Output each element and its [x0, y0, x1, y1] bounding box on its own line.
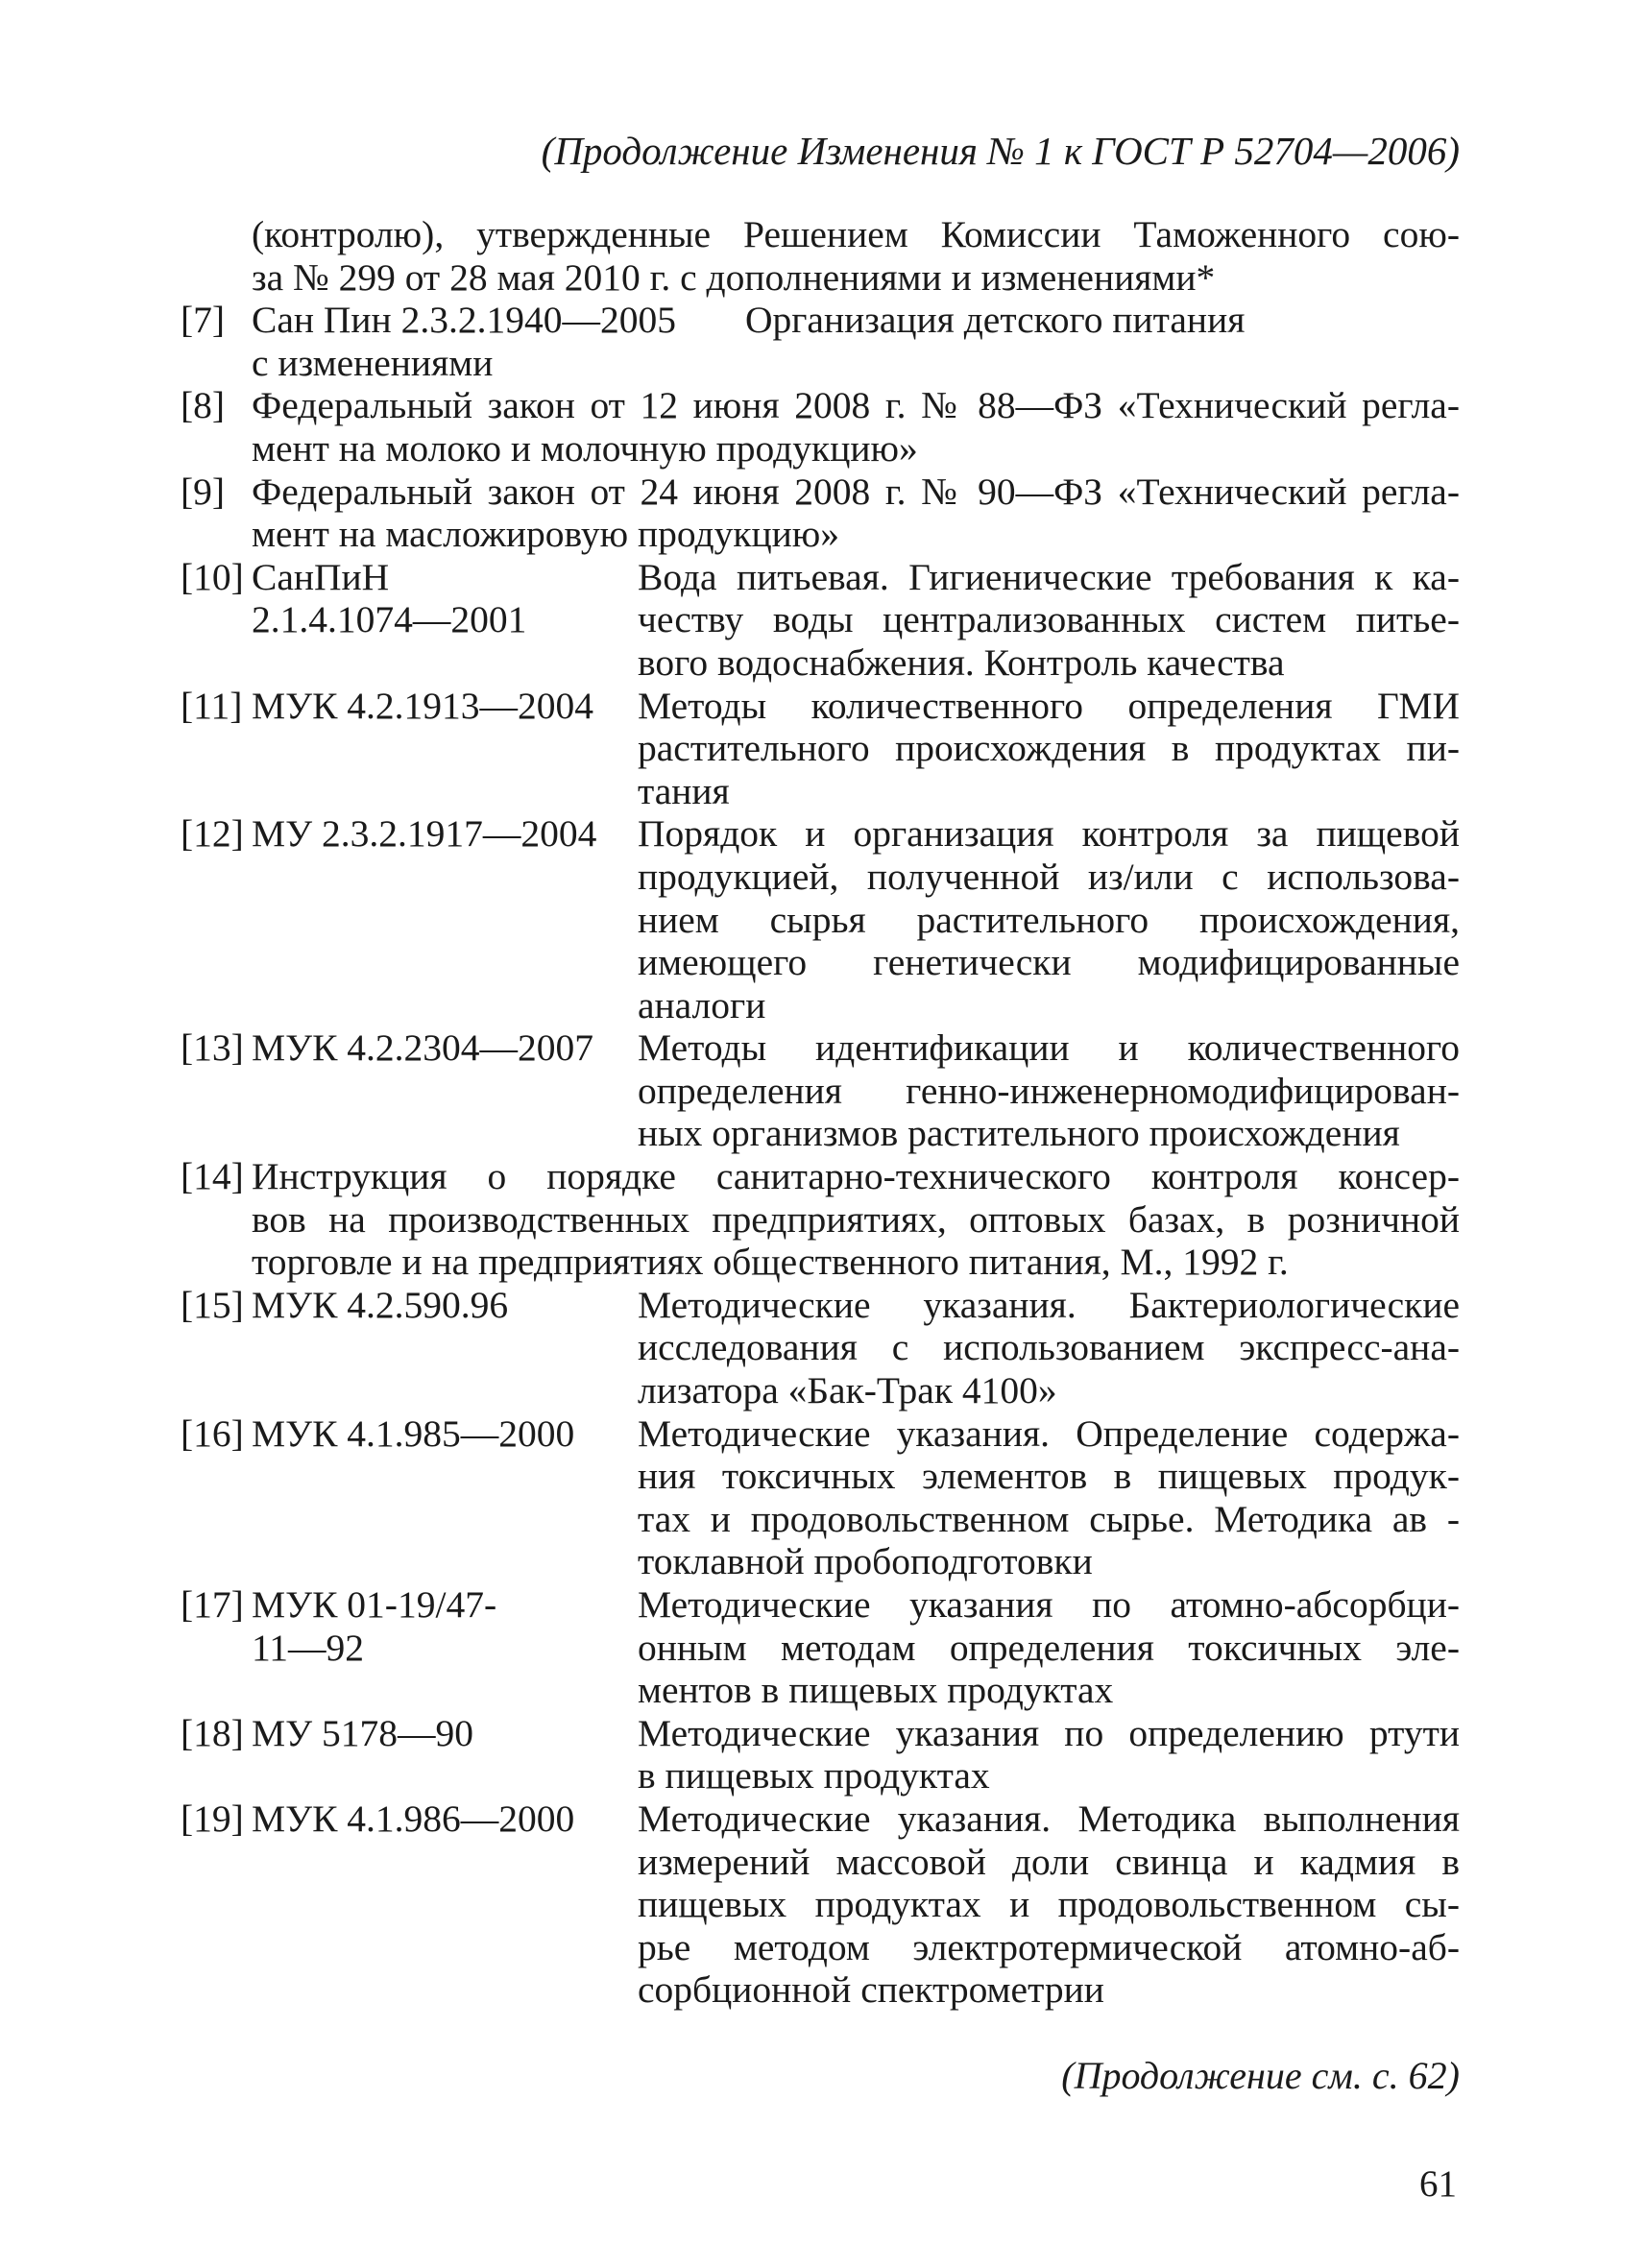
intro-paragraph — [181, 213, 1460, 299]
reference-14 — [181, 1155, 1460, 1284]
text-line: рье методом электротермической атомно-аб- — [638, 1925, 1460, 1968]
reference-code: Сан Пин 2.3.2.1940—2005 — [252, 299, 676, 342]
reference-number: [17] — [181, 1583, 244, 1626]
reference-list — [181, 213, 1460, 2012]
text-line: продукцией, полученной из/или с использова- — [638, 855, 1460, 898]
reference-9 — [181, 470, 1460, 556]
text-line: тания — [638, 769, 730, 812]
text-line: нием сырья растительного происхождения, — [638, 898, 1460, 941]
text-line: Методы количественного определения ГМИ — [638, 684, 1460, 727]
reference-18 — [181, 1712, 1460, 1798]
text-line: токлавной пробоподготовки — [638, 1540, 1093, 1583]
text-line: Методические указания. Методика выполнения — [638, 1797, 1460, 1840]
text-line: с изменениями — [252, 341, 494, 384]
reference-code: 2.1.4.1074—2001 — [252, 598, 527, 641]
reference-code: МУК 4.1.985—2000 — [252, 1411, 575, 1455]
reference-19 — [181, 1798, 1460, 2012]
reference-number: [19] — [181, 1797, 244, 1840]
text-line: ных организмов растительного происхождения — [638, 1112, 1400, 1155]
text-line: тах и продовольственном сырье. Методика ав - — [638, 1497, 1460, 1540]
reference-number: [7] — [181, 299, 226, 342]
text-line: определения генно-инженерномодифицирован- — [638, 1069, 1460, 1112]
text-line: Федеральный закон от 12 июня 2008 г. № 88—ФЗ «Технический регла- — [252, 384, 1460, 427]
reference-code: МУК 4.1.986—2000 — [252, 1797, 575, 1840]
reference-title: Организация детского питания — [744, 299, 1246, 342]
reference-7 — [181, 299, 1460, 384]
reference-number: [11] — [181, 684, 243, 727]
text-line: ментов в пищевых продуктах — [638, 1669, 1114, 1712]
reference-code: СанПиН — [252, 555, 390, 598]
text-line: мент на молоко и молочную продукцию» — [252, 426, 918, 470]
text-line: аналоги — [638, 983, 766, 1026]
continuation-note: (Продолжение см. с. 62) — [1061, 2054, 1460, 2097]
text-line: Порядок и организация контроля за пищевой — [638, 812, 1460, 856]
reference-8 — [181, 384, 1460, 470]
reference-code: МУК 4.2.1913—2004 — [252, 684, 594, 727]
text-line: Федеральный закон от 24 июня 2008 г. № 90—ФЗ «Технический регла- — [252, 470, 1460, 513]
text-line: Инструкция о порядке санитарно-технического контроля консер- — [252, 1155, 1460, 1198]
reference-11 — [181, 685, 1460, 813]
page-number: 61 — [1419, 2163, 1457, 2205]
reference-17 — [181, 1583, 1460, 1712]
text-line: Методические указания. Бактериологические — [638, 1283, 1460, 1326]
reference-13 — [181, 1026, 1460, 1155]
reference-number: [10] — [181, 555, 244, 598]
reference-code: МУ 2.3.2.1917—2004 — [252, 812, 597, 856]
reference-number: [16] — [181, 1411, 244, 1455]
reference-number: [9] — [181, 470, 226, 513]
text-line: имеющего генетически модифицированные — [638, 941, 1460, 984]
text-line: Методические указания по атомно-абсорбци- — [638, 1583, 1460, 1626]
reference-10 — [181, 556, 1460, 685]
text-line: Методические указания по определению ртути — [638, 1711, 1460, 1754]
reference-code: МУК 4.2.590.96 — [252, 1283, 509, 1326]
reference-number: [13] — [181, 1026, 244, 1070]
reference-code: МУК 4.2.2304—2007 — [252, 1026, 594, 1070]
text-line: торговле и на предприятиях общественного питания, М., 1992 г. — [252, 1241, 1289, 1284]
reference-number: [12] — [181, 812, 244, 856]
text-line: растительного происхождения в продуктах пи- — [638, 727, 1460, 770]
reference-number: [18] — [181, 1711, 244, 1754]
text-line: пищевых продуктах и продовольственном сы- — [638, 1883, 1460, 1926]
running-header: (Продолжение Изменения № 1 к ГОСТ Р 52704—2006) — [541, 129, 1460, 173]
reference-number: [8] — [181, 384, 226, 427]
reference-code: МУК 01-19/47- — [252, 1583, 497, 1626]
reference-15 — [181, 1284, 1460, 1412]
text-line: честву воды централизованных систем питье- — [638, 598, 1460, 641]
text-line: (контролю), утвержденные Решением Комиссии Таможенного сою- — [252, 213, 1460, 255]
text-line: вов на производственных предприятиях, оптовых базах, в розничной — [252, 1197, 1460, 1241]
text-line: исследования с использованием экспресс-ана- — [638, 1326, 1460, 1369]
reference-number: [14] — [181, 1155, 244, 1198]
text-line: Методы идентификации и количественного — [638, 1026, 1460, 1070]
text-line: вого водоснабжения. Контроль качества — [638, 640, 1285, 684]
reference-code: 11—92 — [252, 1626, 365, 1669]
text-line: сорбционной спектрометрии — [638, 1968, 1104, 2012]
text-line: лизатора «Бак-Трак 4100» — [638, 1369, 1057, 1412]
text-line: за № 299 от 28 мая 2010 г. с дополнениями и изменениями* — [252, 255, 1216, 299]
text-line: Методические указания. Определение содержа- — [638, 1411, 1460, 1455]
text-line: ния токсичных элементов в пищевых продук- — [638, 1455, 1460, 1498]
text-line: онным методам определения токсичных эле- — [638, 1626, 1460, 1669]
text-line: в пищевых продуктах — [638, 1754, 990, 1798]
text-line: измерений массовой доли свинца и кадмия в — [638, 1840, 1460, 1883]
reference-number: [15] — [181, 1283, 244, 1326]
text-line: мент на масложировую продукцию» — [252, 513, 840, 556]
reference-16 — [181, 1412, 1460, 1583]
text-line: Вода питьевая. Гигиенические требования к ка- — [638, 555, 1460, 598]
reference-12 — [181, 812, 1460, 1026]
reference-code: МУ 5178—90 — [252, 1711, 473, 1754]
